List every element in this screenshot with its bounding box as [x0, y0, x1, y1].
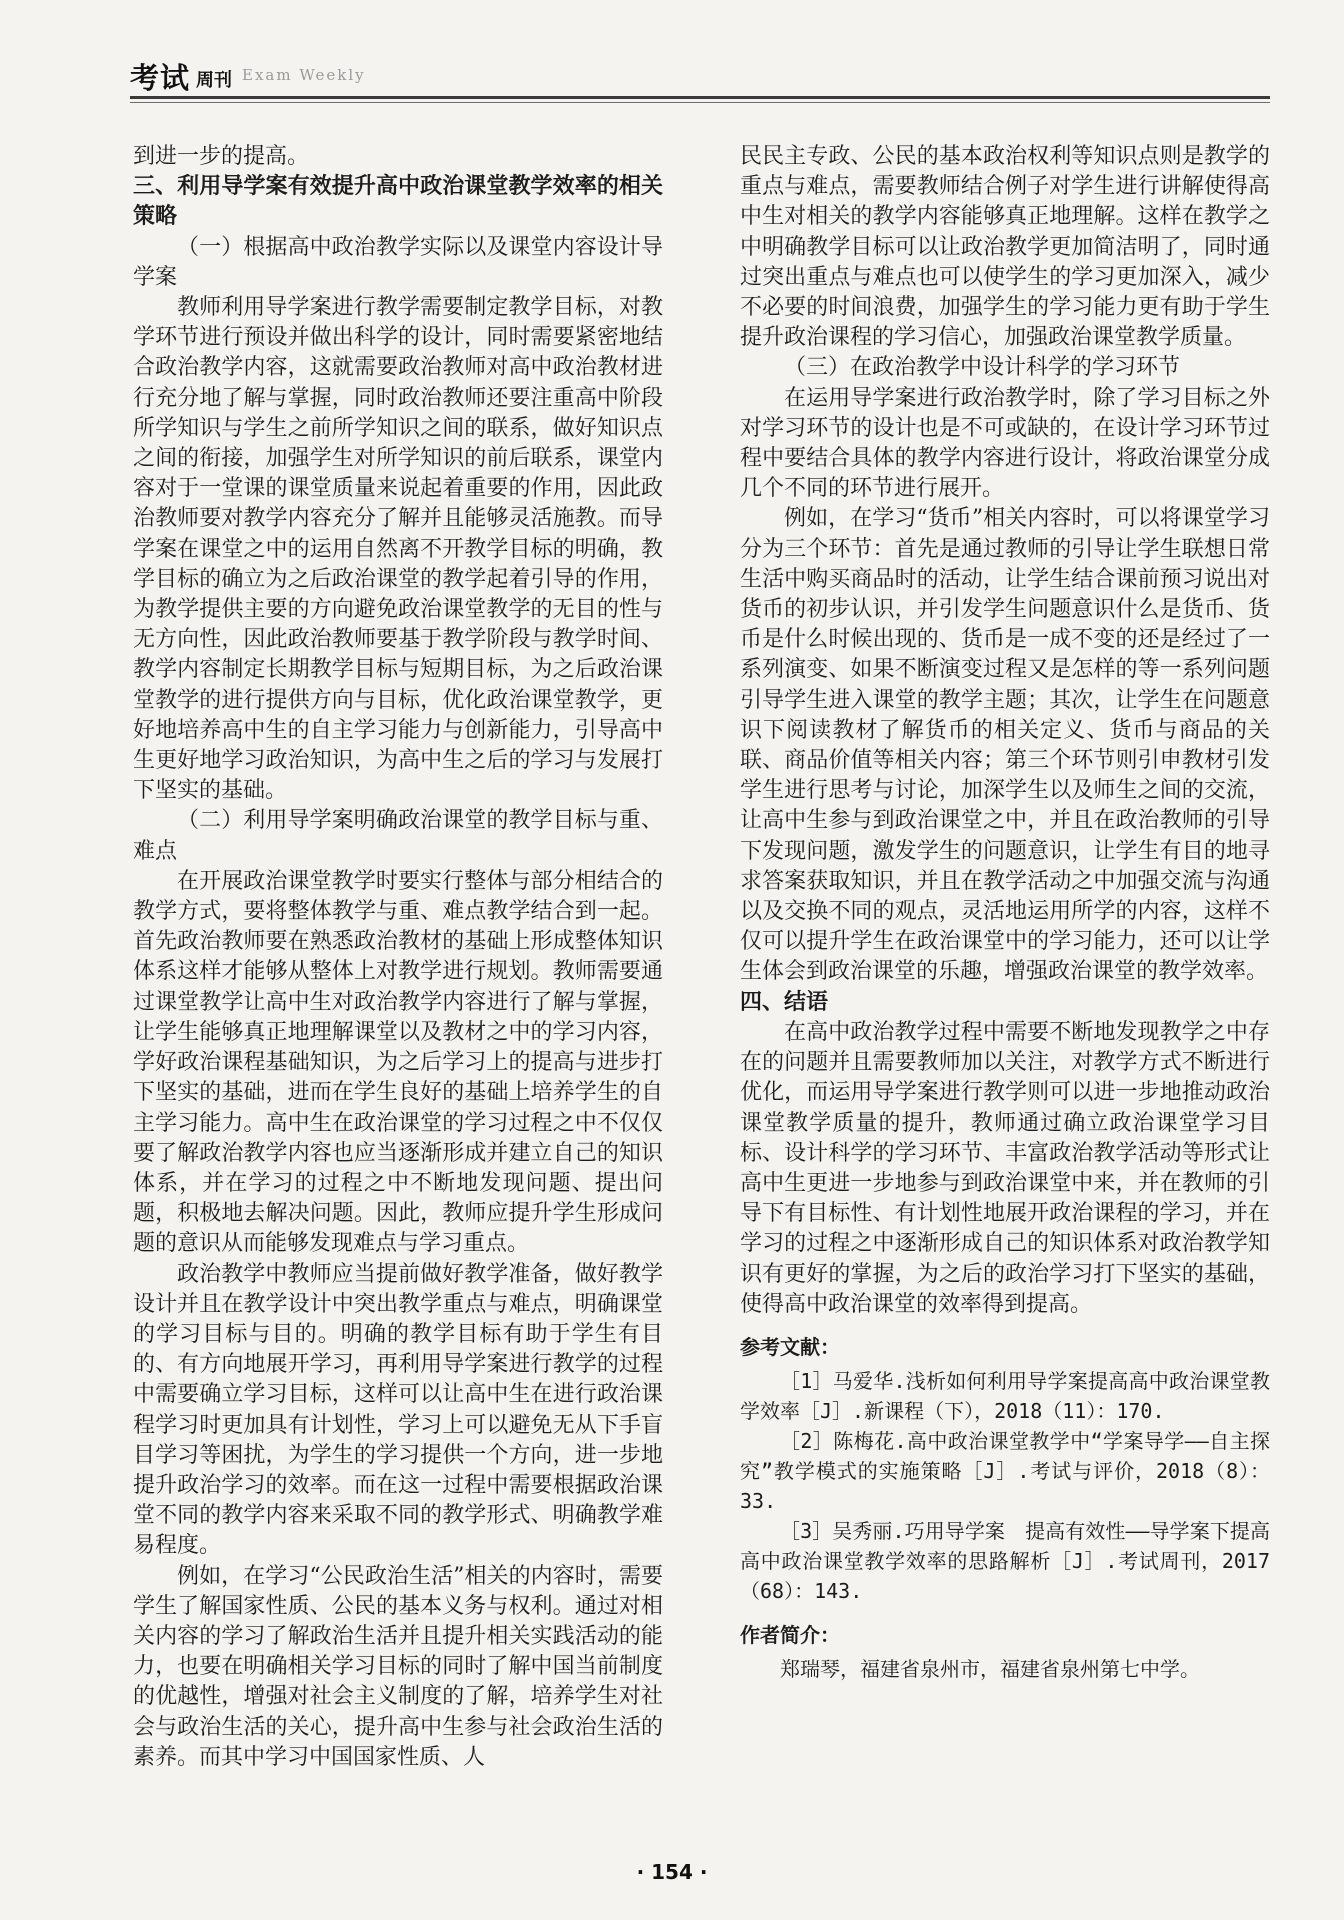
paragraph: 在运用导学案进行政治教学时，除了学习目标之外对学习环节的设计也是不可或缺的，在设计学习环节过程中要结合具体的教学内容进行设计，将政治课堂分成几个不同的环节进行展开。 [740, 385, 1270, 502]
subsection-heading: （二）利用导学案明确政治课堂的教学目标与重、难点 [133, 808, 663, 864]
paragraph: 在高中政治教学过程中需要不断地发现教学之中存在的问题并且需要教师加以关注，对教学方式不断进行优化，而运用导学案进行教学则可以进一步地推动政治课堂教学质量的提升，教师通过确立政治课堂学习目标、设计科学的学习环节、丰富政治教学活动等形式让高中生更进一步地参与到政治课堂中来，并在教师的引导下有目标性、有计划性地展开政治课程的学习，并在学习的过程之中逐渐形成自己的知识体系对政治教学知识有更好的掌握，为之后的政治学习打下坚实的基础，使得高中政治课堂的效率得到提高。 [740, 1019, 1270, 1317]
right-column [740, 142, 1270, 1684]
paragraph: 政治教学中教师应当提前做好教学准备，做好教学设计并且在教学设计中突出教学重点与难点，明确课堂的学习目标与目的。明确的教学目标有助于学生有目的、有方向地展开学习，再利用导学案进行教学的过程中需要确立学习目标，这样可以让高中生在进行政治课程学习时更加具有计划性，学习上可以避免无从下手盲目学习等困扰，为学生的学习提供一个方向，进一步地提升政治学习的效率。而在这一过程中需要根据政治课堂不同的教学内容来采取不同的教学形式、明确教学难易程度。 [133, 1261, 663, 1559]
journal-brand-sub: 周刊 [196, 70, 232, 91]
reference-item: ［2］陈梅花.高中政治课堂教学中“学案导学——自主探究”教学模式的实施策略［J］.考试与评价，2018（8）：33. [740, 1429, 1270, 1514]
header-rule [130, 96, 1270, 99]
header-rule-thin [130, 102, 1270, 103]
paragraph: 民民主专政、公民的基本政治权利等知识点则是教学的重点与难点，需要教师结合例子对学生进行讲解使得高中生对相关的教学内容能够真正地理解。这样在教学之中明确教学目标可以让政治教学更加简洁明了，同时通过突出重点与难点也可以使学生的学习更加深入，减少不必要的时间浪费，加强学生的学习能力更有助于学生提升政治课程的学习信心，加强政治课堂教学质量。 [740, 144, 1270, 351]
subsection-heading: （三）在政治教学中设计科学的学习环节 [784, 355, 1181, 381]
references-heading: 参考文献： [740, 1334, 840, 1359]
left-column [133, 142, 663, 1773]
paragraph: 到进一步的提高。 [133, 144, 310, 169]
paragraph: 在开展政治课堂教学时要实行整体与部分相结合的教学方式，要将整体教学与重、难点教学结合到一起。首先政治教师要在熟悉政治教材的基础上形成整体知识体系这样才能够从整体上对教学进行规划。教师需要通过课堂教学让高中生对政治教学内容进行了解与掌握，让学生能够真正地理解课堂以及教材之中的学习内容，学好政治课程基础知识，为之后学习上的提高与进步打下坚实的基础，进而在学生良好的基础上培养学生的自主学习能力。高中生在政治课堂的学习过程之中不仅仅要了解政治教学内容也应当逐渐形成并建立自己的知识体系，并在学习的过程之中不断地发现问题、提出问题，积极地去解决问题。因此，教师应提升学生形成问题的意识从而能够发现难点与学习重点。 [133, 868, 663, 1257]
journal-header [130, 52, 1270, 96]
journal-ghost-text: Exam Weekly [242, 66, 366, 84]
section-heading: 三、利用导学案有效提升高中政治课堂教学效率的相关策略 [133, 174, 663, 230]
subsection-heading: （一）根据高中政治教学实际以及课堂内容设计导学案 [133, 234, 663, 290]
author-heading: 作者简介： [740, 1623, 840, 1648]
section-heading: 四、结语 [740, 989, 829, 1015]
paragraph: 教师利用导学案进行教学需要制定教学目标，对教学环节进行预设并做出科学的设计，同时需要紧密地结合政治教学内容，这就需要政治教师对高中政治教材进行充分地了解与掌握，同时政治教师还要注重高中阶段所学知识与学生之前所学知识之间的联系，做好知识点之间的衔接，加强学生对所学知识的前后联系，课堂内容对于一堂课的课堂质量来说起着重要的作用，因此政治教师要对教学内容充分了解并且能够灵活施教。而导学案在课堂之中的运用自然离不开教学目标的明确，教学目标的确立为之后政治课堂的教学起着引导的作用，为教学提供主要的方向避免政治课堂教学的无目的性与无方向性，因此政治教师要基于教学阶段与教学时间、教学内容制定长期教学目标与短期目标，为之后政治课堂教学的进行提供方向与目标，优化政治课堂教学，更好地培养高中生的自主学习能力与创新能力，引导高中生更好地学习政治知识，为高中生之后的学习与发展打下坚实的基础。 [133, 295, 663, 804]
journal-brand: 考试 [130, 61, 191, 95]
page-number: · 154 · [636, 1860, 708, 1884]
reference-item: ［3］吴秀丽.巧用导学案 提高有效性——导学案下提高高中政治课堂教学效率的思路解析［J］.考试周刊，2017（68）：143. [740, 1519, 1270, 1604]
reference-item: ［1］马爱华.浅析如何利用导学案提高高中政治课堂教学效率［J］.新课程（下），2018（11）：170. [740, 1369, 1270, 1424]
author-info: 郑瑞琴，福建省泉州市，福建省泉州第七中学。 [780, 1657, 1200, 1682]
paragraph: 例如，在学习“货币”相关内容时，可以将课堂学习分为三个环节：首先是通过教师的引导让学生联想日常生活中购买商品时的活动，让学生结合课前预习说出对货币的初步认识，并引发学生问题意识什么是货币、货币是什么时候出现的、货币是一成不变的还是经过了一系列演变、如果不断演变过程又是怎样的等一系列问题引导学生进入课堂的教学主题；其次，让学生在问题意识下阅读教材了解货币的相关定义、货币与商品的关联、商品价值等相关内容；第三个环节则引申教材引发学生进行思考与讨论，加深学生以及师生之间的交流，让高中生参与到政治课堂之中，并且在政治教师的引导下发现问题，激发学生的问题意识，让学生有目的地寻求答案获取知识，并且在教学活动之中加强交流与沟通以及交换不同的观点，灵活地运用所学的内容，这样不仅可以提升学生在政治课堂中的学习能力，还可以让学生体会到政治课堂的乐趣，增强政治课堂的教学效率。 [740, 506, 1270, 985]
paragraph: 例如，在学习“公民政治生活”相关的内容时，需要学生了解国家性质、公民的基本义务与权利。通过对相关内容的学习了解政治生活并且提升相关实践活动的能力，也要在明确相关学习目标的同时了解中国当前制度的优越性，增强对社会主义制度的了解，培养学生对社会与政治生活的关心，提升高中生参与社会政治生活的素养。而其中学习中国国家性质、人 [133, 1563, 663, 1770]
